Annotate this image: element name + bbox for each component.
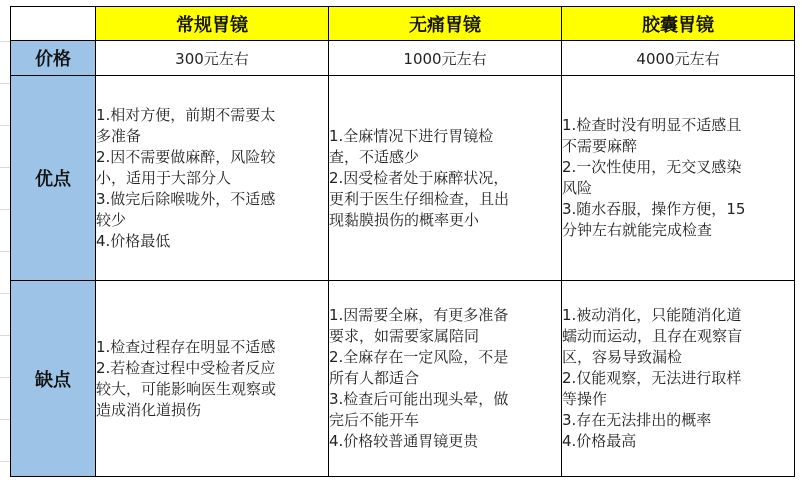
pros-cell-capsule[interactable] [562, 76, 795, 281]
pros-cell-regular[interactable] [96, 76, 329, 281]
cell-line: 造成消化道损伤 [96, 400, 202, 419]
cell-line: 所有人都适合 [329, 369, 420, 387]
price-cell-regular[interactable]: 300元左右 [96, 41, 329, 76]
cell-line: 较大，可能影响医生观察或 [96, 379, 277, 398]
cell-line: 2.一次性使用，无交叉感染 [562, 158, 742, 176]
cell-line: 2.因受检者处于麻醉状况， [329, 168, 509, 187]
pros-cell-painless[interactable] [329, 76, 562, 281]
corner-cell[interactable] [11, 7, 96, 41]
cell-line: 3.检查后可能出现头晕，做 [329, 390, 509, 408]
cell-line: 较少 [96, 210, 127, 229]
cell-line: 2.全麻存在一定风险，不是 [329, 348, 509, 366]
cell-line: 2.仅能观察，无法进行取样 [562, 369, 742, 387]
column-header-painless[interactable]: 无痛胃镜 [329, 7, 562, 41]
row-header-pros[interactable]: 优点 [11, 76, 96, 281]
cell-line: 1.检查过程存在明显不适感 [96, 337, 276, 356]
cell-line: 小，适用于大部分人 [96, 168, 232, 187]
cell-line: 分钟左右就能完成检查 [562, 221, 713, 239]
cell-line: 蠕动而运动，且存在观察盲 [562, 327, 743, 345]
cell-line: 完后不能开车 [329, 411, 420, 429]
cell-line: 1.因需要全麻，有更多准备 [329, 306, 509, 324]
cell-line: 3.随水吞服，操作方便，15 [562, 200, 746, 218]
cell-line: 1.相对方便，前期不需要太 [96, 105, 276, 124]
column-header-regular[interactable]: 常规胃镜 [96, 7, 329, 41]
cell-line: 多准备 [96, 126, 142, 145]
cell-line: 3.存在无法排出的概率 [562, 411, 712, 429]
cell-line: 4.价格最高 [562, 432, 637, 450]
row-header-cons[interactable]: 缺点 [11, 281, 96, 477]
cell-line: 1.全麻情况下进行胃镜检 [329, 126, 494, 145]
cons-row [11, 281, 795, 477]
cell-line: 1.被动消化，只能随消化道 [562, 306, 742, 324]
pros-row [11, 76, 795, 281]
cons-cell-regular[interactable] [96, 281, 329, 477]
cell-line: 更利于医生仔细检查，且出 [329, 189, 510, 208]
cell-line: 3.做完后除喉咙外，不适感 [96, 189, 276, 208]
cell-line: 区，容易导致漏检 [562, 348, 683, 366]
cell-line: 等操作 [562, 390, 608, 408]
cell-line: 2.若检查过程中受检者反应 [96, 358, 276, 377]
cell-line: 不需要麻醉 [562, 137, 638, 155]
cell-line: 2.因不需要做麻醉，风险较 [96, 147, 276, 166]
price-cell-capsule[interactable]: 4000元左右 [562, 41, 795, 76]
gridlines [0, 0, 10, 482]
row-header-price[interactable]: 价格 [11, 41, 96, 76]
price-cell-painless[interactable]: 1000元左右 [329, 41, 562, 76]
cell-line: 4.价格最低 [96, 231, 171, 250]
cons-cell-capsule[interactable] [562, 281, 795, 477]
price-row [11, 41, 795, 76]
cell-line: 查，不适感少 [329, 147, 420, 166]
cell-line: 4.价格较普通胃镜更贵 [329, 432, 479, 450]
comparison-table [10, 6, 795, 477]
cell-line: 现黏膜损伤的概率更小 [329, 210, 480, 229]
cell-line: 要求，如需要家属陪同 [329, 327, 480, 345]
header-row [11, 7, 795, 41]
cell-line: 1.检查时没有明显不适感且 [562, 116, 742, 134]
cons-cell-painless[interactable] [329, 281, 562, 477]
cell-line: 风险 [562, 179, 593, 197]
column-header-capsule[interactable]: 胶囊胃镜 [562, 7, 795, 41]
